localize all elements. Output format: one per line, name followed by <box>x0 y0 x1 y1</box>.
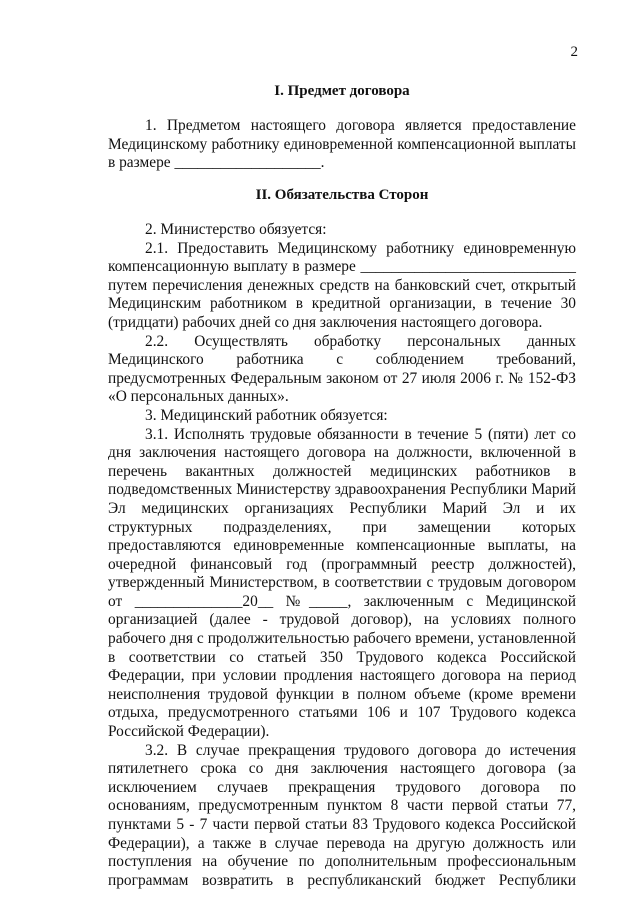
section-2-heading: II. Обязательства Сторон <box>255 187 429 203</box>
section-1-body <box>108 117 576 173</box>
paragraph-2-1: 2.1. Предоставить Медицинскому работнику единовременную компенсационную выплату в размере ____________________________ путем перечисления денежных средств на банковский счет, открытый Медицинским работником в кредитной организации, в течение 30 (тридцати) рабочих дней со дня заключения настоящего договора. <box>108 239 576 331</box>
paragraph-3-1: 3.1. Исполнять трудовые обязанности в течение 5 (пяти) лет со дня заключения настоящего договора на должности, включенной в перечень вакантных должностей медицинских работников в подведомственных Министерству здравоохранения Республики Марий Эл медицинских организациях Республики Марий Эл и их структурных подразделениях, при замещении которых предоставляются единовременные компенсационные выплаты, на очередной финансовый год (программный реестр должностей), утвержденный Министерством, в соответствии с трудовым договором от ______________20__ №_____, заключенным с Медицинской организацией (далее - трудовой договор), на условиях полного рабочего дня с продолжительностью рабочего времени, установленной в соответствии со статьей 350 Трудового кодекса Российской Федерации, при условии продления настоящего договора на период неисполнения трудовой функции в полном объеме (кроме времени отдыха, предусмотренного статьями 106 и 107 Трудового кодекса Российской Федерации). <box>108 425 576 741</box>
paragraph-3-2: 3.2. В случае прекращения трудового договора до истечения пятилетнего срока со дня заключения настоящего договора (за исключением случаев прекращения трудового договора по основаниям, предусмотренным пунктом 8 части первой статьи 77, пунктами 5 - 7 части первой статьи 83 Трудового кодекса Российской Федерации), а также в случае перевода на другую должность или поступления на обучение по дополнительным профессиональным программам возвратить в республиканский бюджет Республики <box>108 741 576 889</box>
paragraph-2: 2. Министерство обязуется: <box>145 221 327 238</box>
paragraph-2-2: 2.2. Осуществлять обработку персональных данных Медицинского работника с соблюдением требований, предусмотренных Федеральным законом от 27 июля 2006 г. № 152-ФЗ «О персональных данных». <box>108 332 576 406</box>
paragraph-1: 1. Предметом настоящего договора является предоставление Медицинскому работнику единовременной компенсационной выплаты в размере ___________________. <box>108 117 576 172</box>
section-2-body <box>108 221 576 890</box>
paragraph-3: 3. Медицинский работник обязуется: <box>145 406 388 424</box>
page-number: 2 <box>570 44 578 60</box>
section-1-heading: I. Предмет договора <box>274 83 410 99</box>
